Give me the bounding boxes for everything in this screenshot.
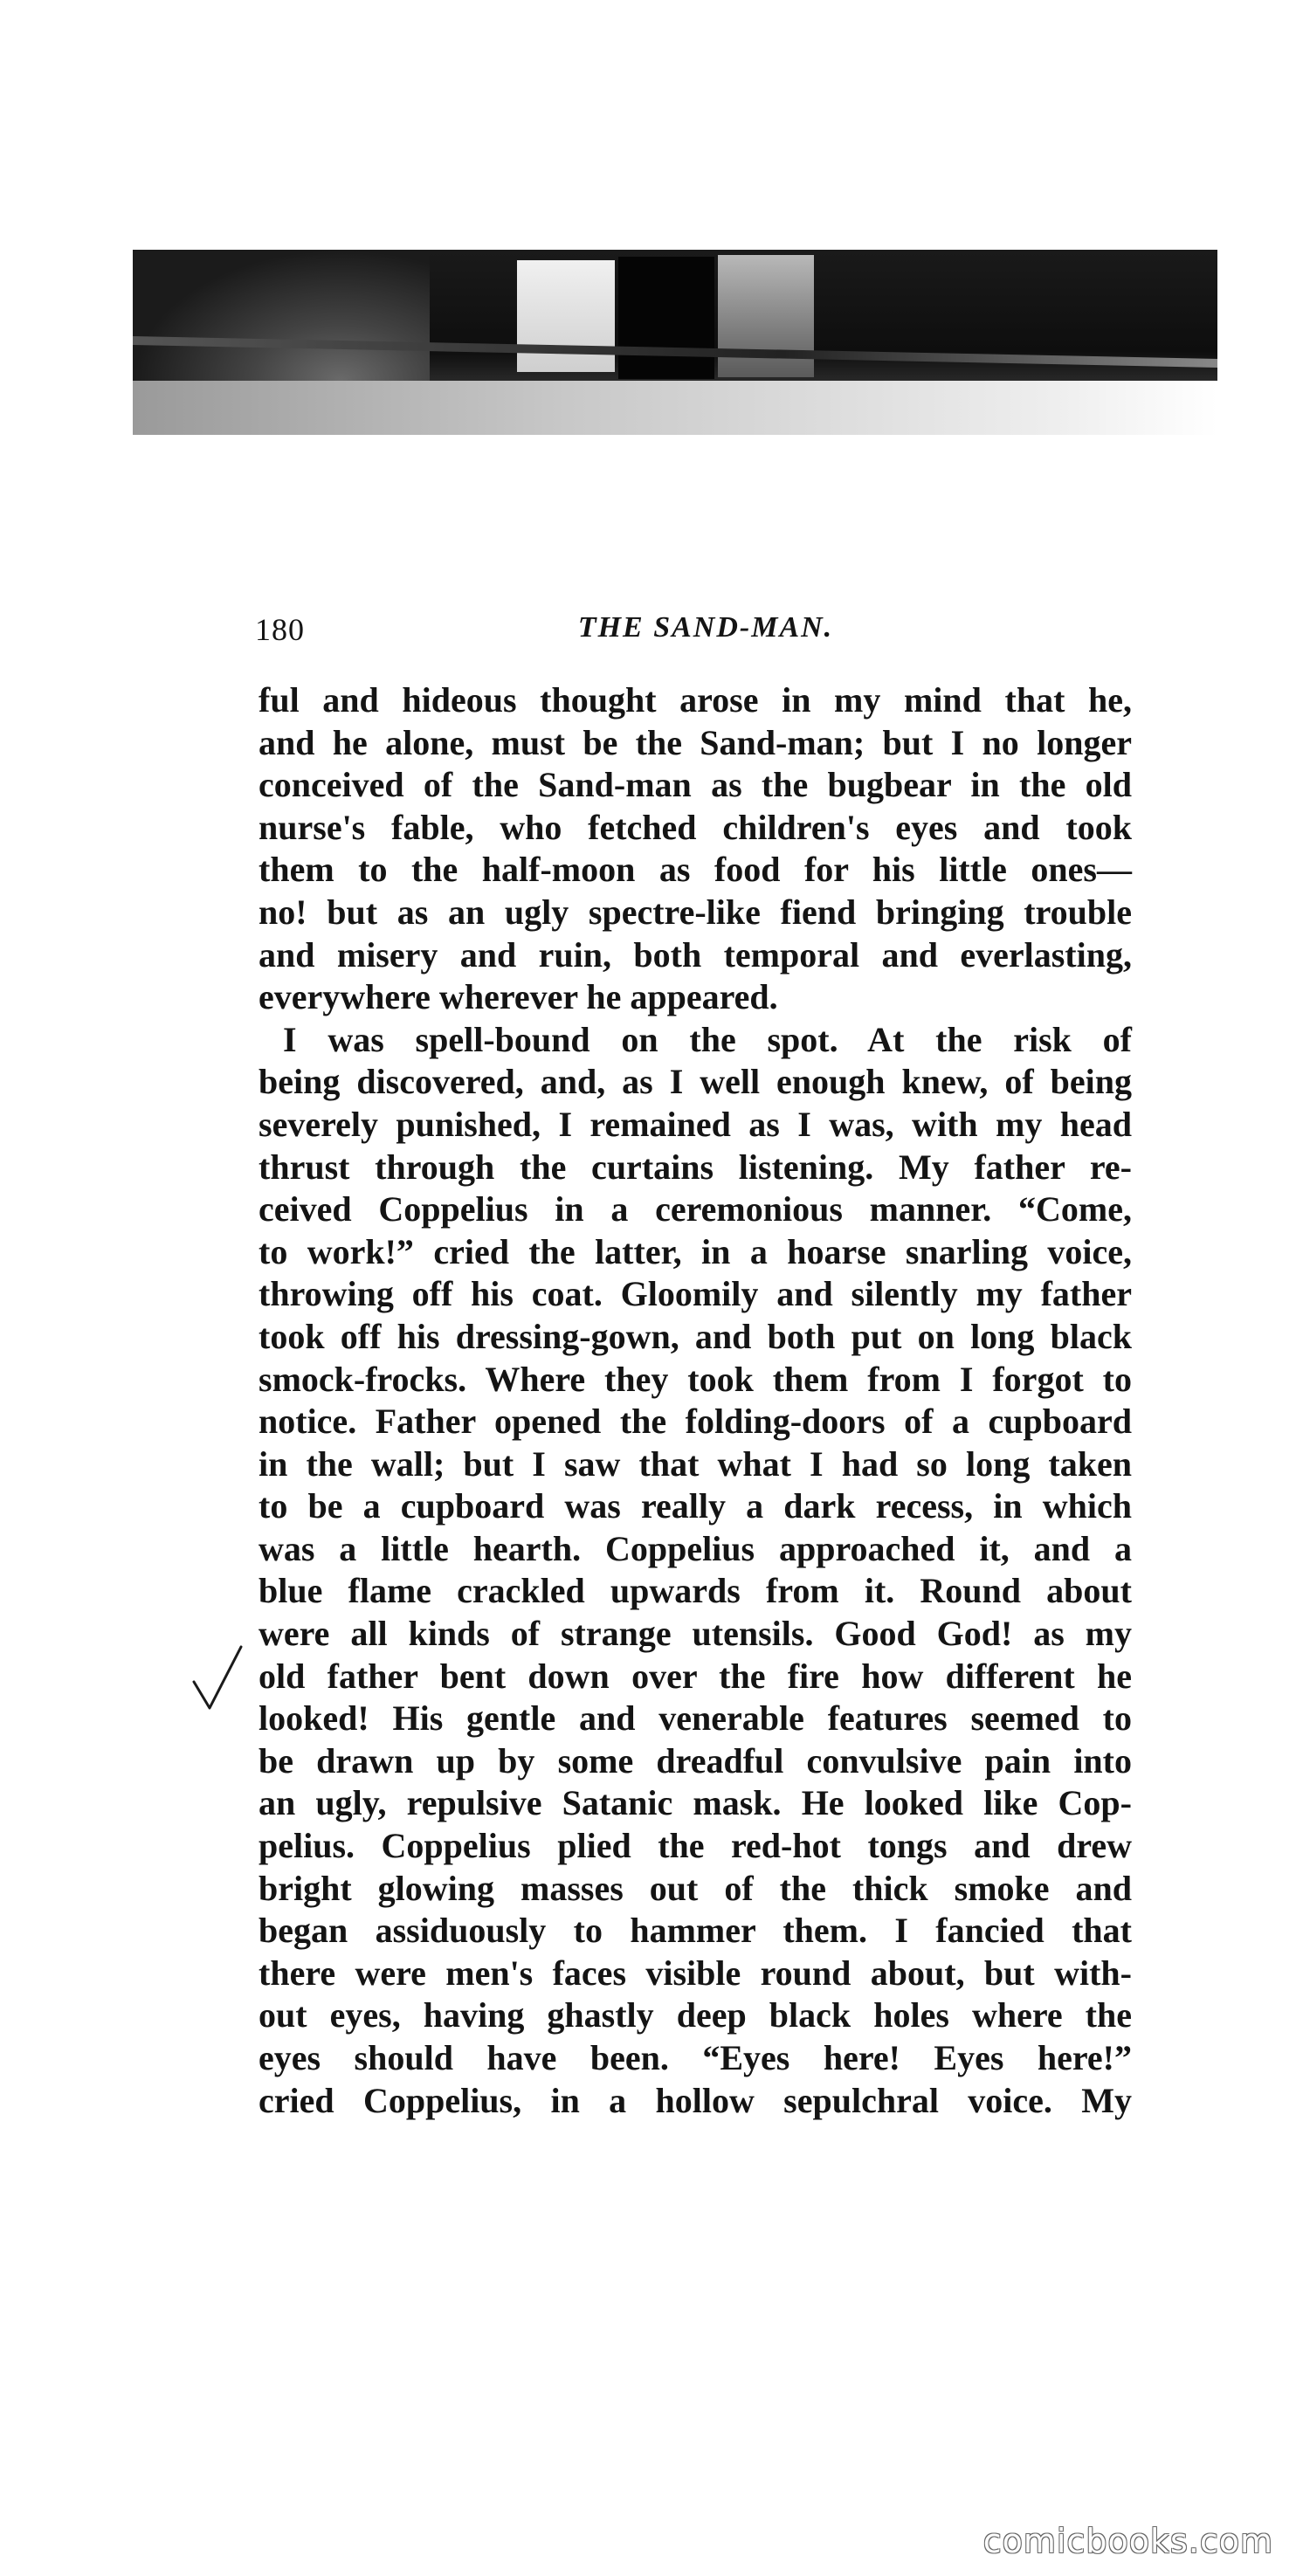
text-line: were all kinds of strange utensils. Good God! as my: [259, 1614, 1132, 1654]
text-line: everywhere wherever he appeared.: [259, 977, 778, 1017]
scan-floor: [133, 381, 1217, 435]
text-line: bright glowing masses out of the thick smoke and: [259, 1868, 1132, 1908]
text-line: in the wall; but I saw that what I had so long taken: [259, 1443, 1132, 1484]
text-line: there were men's faces visible round about, but with-: [259, 1953, 1132, 1993]
body-text: [259, 679, 1132, 2122]
text-line: old father bent down over the fire how different he: [259, 1656, 1132, 1696]
scan-light-panel: [517, 260, 615, 372]
text-line: blue flame crackled upwards from it. Round about: [259, 1571, 1132, 1611]
text-line: out eyes, having ghastly deep black holes where the: [259, 1995, 1132, 2035]
text-line: thrust through the curtains listening. My father re-: [259, 1147, 1132, 1187]
scanned-image-strip: [133, 250, 1217, 435]
text-line: ful and hideous thought arose in my mind that he,: [259, 680, 1132, 720]
text-line: no! but as an ugly spectre-like fiend bringing trouble: [259, 892, 1132, 932]
checkmark-icon: [190, 1643, 245, 1713]
text-line: took off his dressing-gown, and both put on long black: [259, 1316, 1132, 1356]
scan-dark-arch: [133, 250, 430, 381]
text-line: an ugly, repulsive Satanic mask. He looked like Cop-: [259, 1783, 1132, 1823]
text-line: ceived Coppelius in a ceremonious manner. “Come,: [259, 1189, 1132, 1229]
text-line: notice. Father opened the folding-doors of a cupboard: [259, 1402, 1132, 1442]
text-line: to work!” cried the latter, in a hoarse snarling voice,: [259, 1231, 1132, 1271]
text-line: and misery and ruin, both temporal and everlasting,: [259, 934, 1132, 975]
text-line: was a little hearth. Coppelius approached it, and a: [259, 1528, 1132, 1568]
running-head: [255, 611, 1156, 650]
text-line: be drawn up by some dreadful convulsive pain into: [259, 1740, 1132, 1780]
text-line: eyes should have been. “Eyes here! Eyes here!”: [259, 2038, 1132, 2077]
text-line: conceived of the Sand-man as the bugbear in the old: [259, 765, 1132, 805]
text-line: I was spell-bound on the spot. At the risk of: [283, 1019, 1132, 1059]
text-line: throwing off his coat. Gloomily and silently my father: [259, 1274, 1132, 1314]
page-number: 180: [255, 612, 305, 647]
text-line: pelius. Coppelius plied the red-hot tongs and drew: [259, 1826, 1132, 1866]
text-line: to be a cupboard was really a dark recess, in which: [259, 1486, 1132, 1526]
watermark: comicbooks.com: [982, 2522, 1273, 2560]
text-line: and he alone, must be the Sand-man; but I no longer: [259, 722, 1132, 762]
text-line: smock-frocks. Where they took them from I forgot to: [259, 1359, 1132, 1399]
running-title: THE SAND-MAN.: [577, 611, 834, 644]
scan-dark-panel: [618, 257, 714, 379]
text-line: nurse's fable, who fetched children's eyes and took: [259, 807, 1132, 847]
text-line: severely punished, I remained as I was, with my head: [259, 1104, 1132, 1144]
text-line: being discovered, and, as I well enough knew, of being: [259, 1062, 1132, 1102]
text-line: began assiduously to hammer them. I fancied that: [259, 1911, 1132, 1951]
text-line: looked! His gentle and venerable features seemed to: [259, 1698, 1132, 1739]
text-line: cried Coppelius, in a hollow sepulchral voice. My: [259, 2080, 1132, 2120]
text-line: them to the half-moon as food for his little ones—: [259, 850, 1132, 890]
